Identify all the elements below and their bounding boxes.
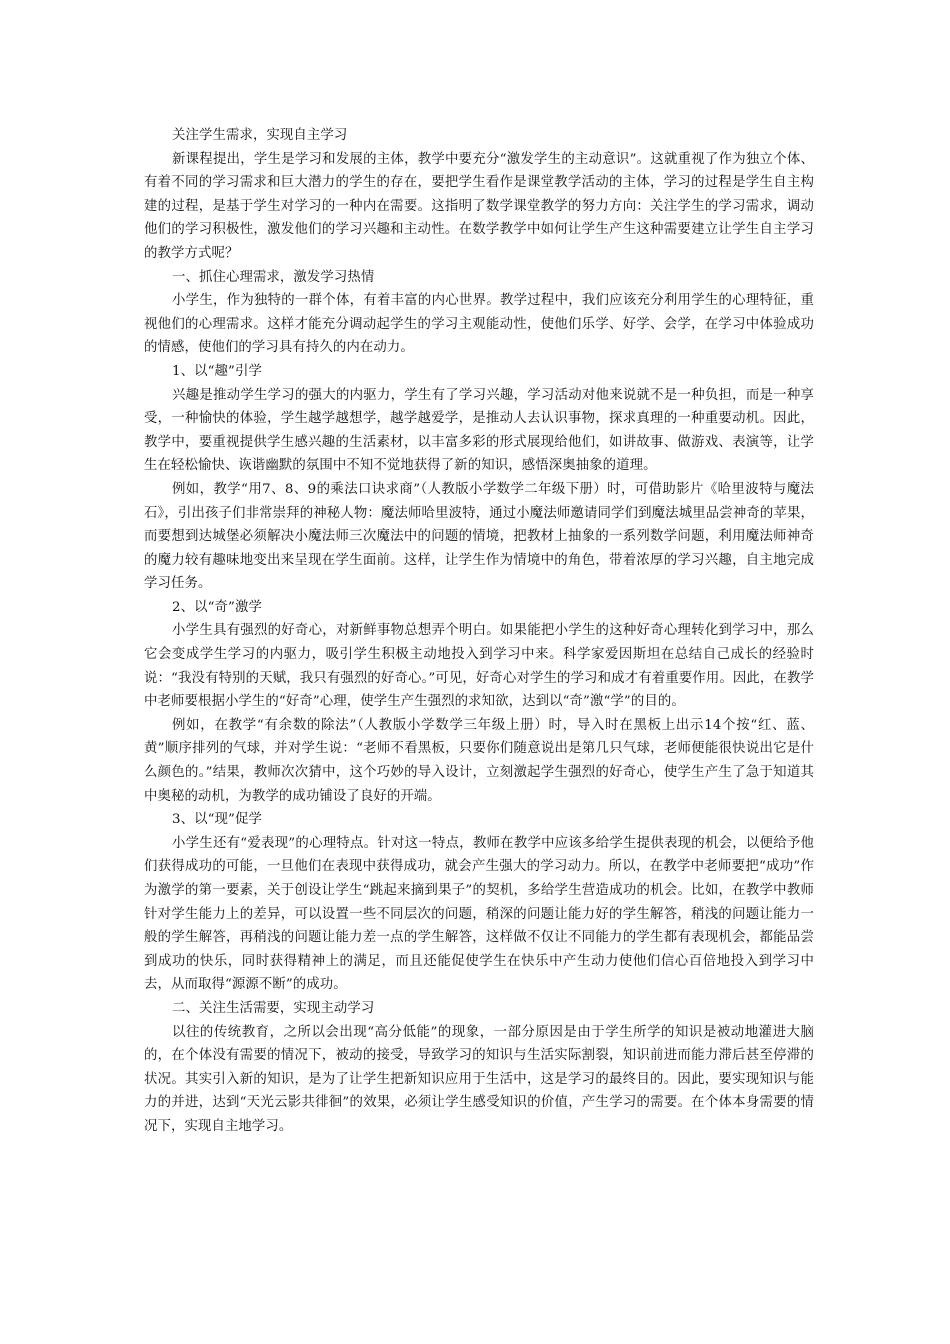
document-title: 关注学生需求，实现自主学习 (172, 128, 348, 143)
subheading-curiosity: 2、以“奇”激学 (172, 599, 262, 615)
paragraph-interest-example: 例如，教学“用7、8、9的乘法口诀求商”（人教版小学数学二年级下册）时，可借助影片《哈里波特与魔法石》，引出孩子们非常崇拜的神秘人物：魔法师哈里波特，通过小魔法师邀请同学们到魔法城里品尝神奇的苹果，而要想到达城堡必须解决小魔法师三次魔法中的问题的情境，把教材上抽象的一系列数学问题，利用魔法师神奇的魔力较有趣味地变出来呈现在学生面前。这样，让学生作为情境中的角色，带着浓厚的学习兴趣，自主地完成学习任务。 (144, 481, 814, 592)
paragraph-intro: 新课程提出，学生是学习和发展的主体，教学中要充分“激发学生的主动意识”。这就重视了作为独立个体、有着不同的学习需求和巨大潜力的学生的存在，要把学生看作是课堂教学活动的主体，学习的过程是学生自主构建的过程，是基于学生对学习的一种内在需要。这指明了数学课堂教学的努力方向：关注学生的学习需求，调动他们的学习积极性，激发他们的学习兴趣和主动性。在数学教学中如何让学生产生这种需要建立让学生自主学习的教学方式呢？ (144, 151, 814, 261)
paragraph-curiosity-example: 例如，在教学“有余数的除法”（人教版小学数学三年级上册）时，导入时在黑板上出示14个按“红、蓝、黄”顺序排列的气球，并对学生说：“老师不看黑板，只要你们随意说出是第几只气球，老师便能很快说出它是什么颜色的。”结果，教师次次猜中，这个巧妙的导入设计，立刻激起学生强烈的好奇心，使学生产生了急于知道其中奥秘的动机，为教学的成功铺设了良好的开端。 (144, 717, 814, 804)
subheading-expression: 3、以“现”促学 (172, 812, 262, 828)
paragraph-expression: 小学生还有“爱表现”的心理特点。针对这一特点，教师在教学中应该多给学生提供表现的机会，以便给予他们获得成功的可能，一旦他们在表现中获得成功，就会产生强大的学习动力。所以，在教学中老师要把“成功”作为激学的第一要素，关于创设让学生“跳起来摘到果子”的契机，多给学生营造成功的机会。比如，在教学中教师针对学生能力上的差异，可以设置一些不同层次的问题，稍深的问题让能力好的学生解答，稍浅的问题让能力一般的学生解答，再稍浅的问题让能力差一点的学生解答，这样做不仅让不同能力的学生都有表现机会，都能品尝到成功的快乐，同时获得精神上的满足，而且还能促使学生在快乐中产生动力使他们信心百倍地投入到学习中去，从而取得“源源不断”的成功。 (144, 835, 814, 993)
paragraph-interest: 兴趣是推动学生学习的强大的内驱力，学生有了学习兴趣，学习活动对他来说就不是一种负担，而是一种享受，一种愉快的体验，学生越学越想学，越学越爱学，是推动人去认识事物，探求真理的一种重要动机。因此，教学中，要重视提供学生感兴趣的生活素材，以丰富多彩的形式展现给他们，如讲故事、做游戏、表演等，让学生在轻松愉快、诙谐幽默的氛围中不知不觉地获得了新的知识，感悟深奥抽象的道理。 (144, 387, 814, 474)
paragraph-section-1: 小学生，作为独特的一群个体，有着丰富的内心世界。教学过程中，我们应该充分利用学生的心理特征，重视他们的心理需求。这样才能充分调动起学生的学习主观能动性，使他们乐学、好学、会学，在学习中体验成功的情感，使他们的学习具有持久的内在动力。 (144, 293, 814, 356)
paragraph-curiosity: 小学生具有强烈的好奇心，对新鲜事物总想弄个明白。如果能把小学生的这种好奇心理转化到学习中，那么它会变成学生学习的内驱力，吸引学生积极主动地投入到学习中来。科学家爱因斯坦在总结自己成长的经验时说：“我没有特别的天赋，我只有强烈的好奇心。”可见，好奇心对学生的学习和成才有着重要作用。因此，在教学中老师要根据小学生的“好奇”心理，使学生产生强烈的求知欲，达到以“奇”激“学”的目的。 (144, 623, 814, 710)
document-page (144, 124, 814, 1139)
section-heading-2: 二、关注生活需要，实现主动学习 (172, 1000, 375, 1016)
paragraph-section-2: 以往的传统教育，之所以会出现“高分低能”的现象，一部分原因是由于学生所学的知识是被动地灌进大脑的，在个体没有需要的情况下，被动的接受，导致学习的知识与生活实际割裂，知识前进而能力滞后甚至停滞的状况。其实引入新的知识，是为了让学生把新知识应用于生活中，这是学习的最终目的。因此，要实现知识与能力的并进，达到“天光云影共徘徊”的效果，必须让学生感受知识的价值，产生学习的需要。在个体本身需要的情况下，实现自主地学习。 (144, 1024, 814, 1134)
subheading-interest: 1、以“趣”引学 (172, 363, 262, 379)
section-heading-1: 一、抓住心理需求，激发学习热情 (172, 269, 375, 285)
